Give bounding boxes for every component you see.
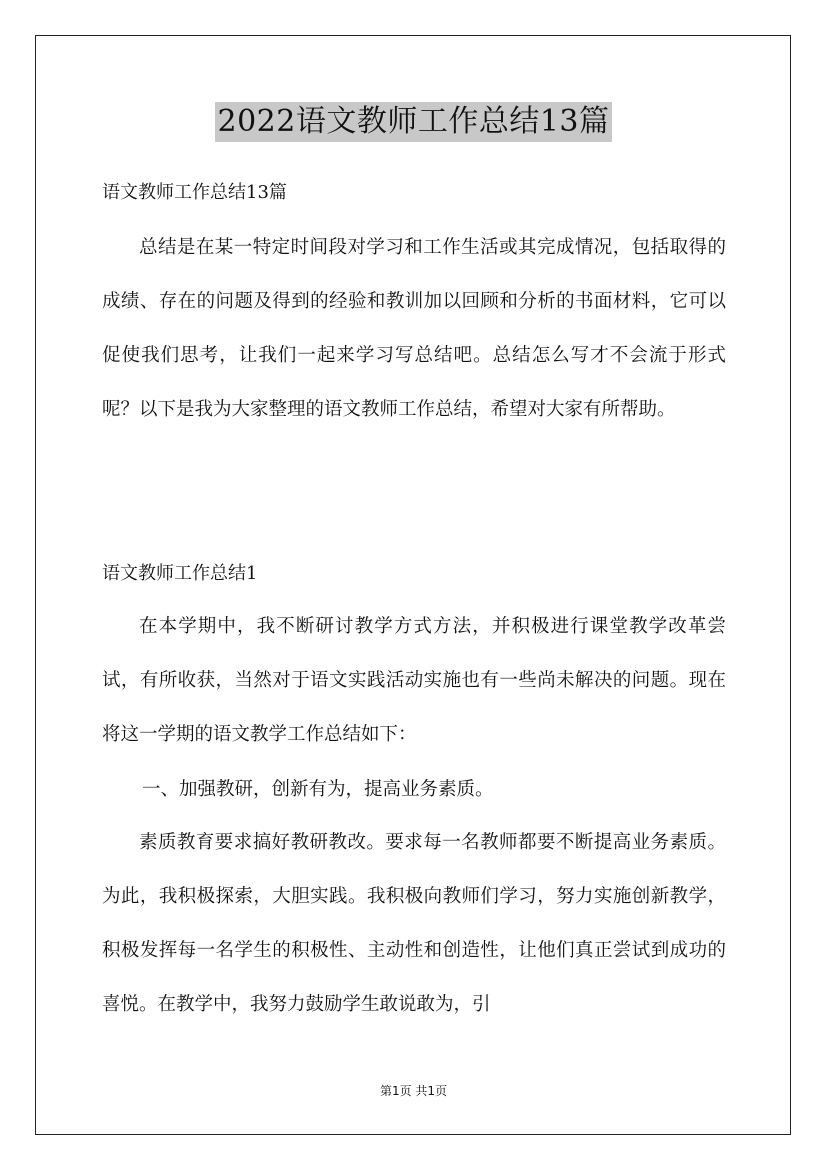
section-paragraph-1: 在本学期中，我不断研讨教学方式方法，并积极进行课堂教学改革尝试，有所收获，当然对于语文实践活动实施也有一些尚未解决的问题。现在将这一学期的语文教学工作总结如下： (102, 616, 726, 745)
title-container (0, 102, 827, 142)
section-paragraph-2: 素质教育要求搞好教研教改。要求每一名教师都要不断提高业务素质。为此，我积极探索，大胆实践。我积极向教师们学习，努力实施创新教学，积极发挥每一名学生的积极性、主动性和创造性，让他们真正尝试到成功的喜悦。在教学中，我努力鼓励学生敢说敢为，引 (102, 832, 726, 1015)
page-footer: 第1页 共1页 (379, 1084, 448, 1098)
intro-paragraph: 总结是在某一特定时间段对学习和工作生活或其完成情况，包括取得的成绩、存在的问题及得到的经验和教训加以回顾和分析的书面材料，它可以促使我们思考，让我们一起来学习写总结吧。总结怎么写才不会流于形式呢？以下是我为大家整理的语文教师工作总结，希望对大家有所帮助。 (102, 237, 726, 420)
section-heading-1: 一、加强教研，创新有为，提高业务素质。 (142, 779, 494, 800)
document-subtitle: 语文教师工作总结13篇 (102, 182, 287, 203)
document-title: 2022语文教师工作总结13篇 (215, 102, 611, 142)
section-title: 语文教师工作总结1 (102, 563, 258, 584)
